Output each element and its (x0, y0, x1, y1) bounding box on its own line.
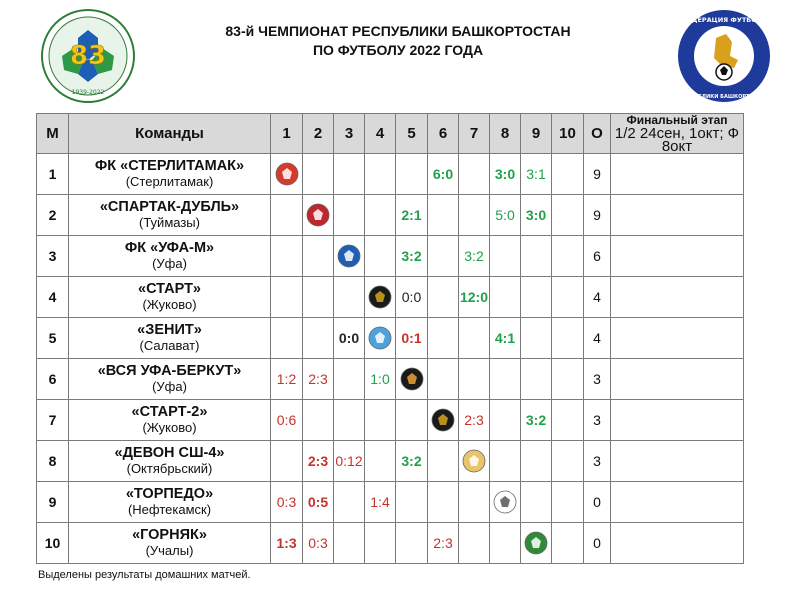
score-cell: 0:3 (303, 523, 334, 564)
score-cell: 3:2 (521, 400, 552, 441)
team-city: (Туймазы) (139, 215, 200, 230)
team-name: «ДЕВОН СШ-4» (114, 445, 225, 461)
header-teams: Команды (69, 114, 271, 154)
team-cell (69, 277, 271, 318)
score-cell: 0:12 (334, 441, 365, 482)
score-cell: 2:3 (303, 359, 334, 400)
points-cell: 0 (584, 523, 611, 564)
score-cell: 1:4 (365, 482, 396, 523)
score-cell: 0:6 (271, 400, 303, 441)
score-cell (521, 482, 552, 523)
team-name: «ТОРПЕДО» (125, 486, 214, 502)
score-cell (334, 154, 365, 195)
score-cell: 5:0 (490, 195, 521, 236)
team-emblem-cell (365, 318, 396, 359)
score-cell: 2:3 (428, 523, 459, 564)
team-name: «СПАРТАК-ДУБЛЬ» (99, 199, 240, 215)
score-cell: 3:2 (459, 236, 490, 277)
final-stage-title: Финальный этап (626, 113, 728, 127)
team-cell (69, 318, 271, 359)
header-col-7: 7 (459, 114, 490, 154)
header-col-5: 5 (396, 114, 428, 154)
team-city: (Салават) (139, 338, 200, 353)
score-cell (334, 195, 365, 236)
team-emblem-cell (365, 277, 396, 318)
final-stage-cell (611, 441, 744, 482)
team-emblem-cell (521, 523, 552, 564)
page-header (0, 0, 796, 108)
team-emblem-cell (303, 195, 334, 236)
position-cell: 1 (37, 154, 69, 195)
score-cell: 3:2 (396, 236, 428, 277)
score-cell (459, 359, 490, 400)
team-emblem-icon (430, 407, 456, 433)
score-cell: 1:0 (365, 359, 396, 400)
score-cell (428, 359, 459, 400)
score-cell (521, 236, 552, 277)
header-pos: М (37, 114, 69, 154)
score-cell (396, 154, 428, 195)
position-cell: 9 (37, 482, 69, 523)
points-cell: 9 (584, 195, 611, 236)
team-name: «ГОРНЯК» (132, 527, 207, 543)
team-city: (Нефтекамск) (127, 502, 212, 517)
score-cell: 1:2 (271, 359, 303, 400)
score-cell (271, 236, 303, 277)
score-cell (521, 441, 552, 482)
team-emblem-cell (490, 482, 521, 523)
score-cell (552, 359, 584, 400)
score-cell (490, 359, 521, 400)
score-cell (490, 277, 521, 318)
team-name: «ВСЯ УФА-БЕРКУТ» (97, 363, 242, 379)
score-cell (459, 195, 490, 236)
points-cell: 4 (584, 277, 611, 318)
score-cell (365, 154, 396, 195)
table-row (37, 441, 744, 482)
team-emblem-icon (461, 448, 487, 474)
score-cell (303, 400, 334, 441)
table-header-row (37, 114, 744, 154)
score-cell (428, 318, 459, 359)
points-cell: 9 (584, 154, 611, 195)
table-row (37, 482, 744, 523)
position-cell: 5 (37, 318, 69, 359)
footnote: Выделены результаты домашних матчей. (38, 569, 251, 581)
score-cell (552, 195, 584, 236)
score-cell (365, 400, 396, 441)
championship-83-logo (40, 8, 136, 104)
score-cell: 3:0 (490, 154, 521, 195)
svg-text:83: 83 (69, 41, 107, 71)
score-cell: 4:1 (490, 318, 521, 359)
team-city: (Стерлитамак) (125, 174, 214, 189)
score-cell (459, 523, 490, 564)
header-col-4: 4 (365, 114, 396, 154)
position-cell: 7 (37, 400, 69, 441)
team-emblem-icon (336, 243, 362, 269)
score-cell (428, 277, 459, 318)
score-cell (365, 441, 396, 482)
header-final-stage (611, 114, 744, 154)
points-cell: 6 (584, 236, 611, 277)
score-cell (521, 359, 552, 400)
score-cell (552, 154, 584, 195)
table-row (37, 400, 744, 441)
score-cell (459, 154, 490, 195)
score-cell (365, 195, 396, 236)
final-stage-cell (611, 523, 744, 564)
team-city: (Уфа) (152, 379, 187, 394)
final-stage-cell (611, 400, 744, 441)
title-line-2: ПО ФУТБОЛУ 2022 ГОДА (312, 42, 484, 58)
score-cell: 2:3 (459, 400, 490, 441)
position-cell: 8 (37, 441, 69, 482)
team-emblem-icon (523, 530, 549, 556)
table-row (37, 277, 744, 318)
position-cell: 3 (37, 236, 69, 277)
team-cell (69, 359, 271, 400)
team-name: «ЗЕНИТ» (137, 322, 202, 338)
team-city: (Октябрьский) (126, 461, 213, 476)
team-emblem-icon (305, 202, 331, 228)
final-stage-cell (611, 318, 744, 359)
score-cell: 2:3 (303, 441, 334, 482)
final-stage-cell (611, 482, 744, 523)
table-row (37, 318, 744, 359)
score-cell (490, 236, 521, 277)
points-cell: 0 (584, 482, 611, 523)
score-cell (552, 277, 584, 318)
team-city: (Уфа) (152, 256, 187, 271)
svg-text:ФЕДЕРАЦИЯ ФУТБОЛА: ФЕДЕРАЦИЯ ФУТБОЛА (680, 16, 768, 24)
team-emblem-cell (271, 154, 303, 195)
header-col-3: 3 (334, 114, 365, 154)
header-col-8: 8 (490, 114, 521, 154)
score-cell: 0:5 (303, 482, 334, 523)
score-cell (490, 523, 521, 564)
score-cell (552, 400, 584, 441)
team-emblem-cell (459, 441, 490, 482)
final-stage-cell (611, 359, 744, 400)
team-emblem-icon (492, 489, 518, 515)
points-cell: 3 (584, 400, 611, 441)
standings-table (36, 113, 744, 564)
final-stage-cell (611, 154, 744, 195)
position-cell: 2 (37, 195, 69, 236)
team-emblem-cell (428, 400, 459, 441)
score-cell: 0:1 (396, 318, 428, 359)
score-cell (303, 277, 334, 318)
score-cell (552, 482, 584, 523)
header-col-2: 2 (303, 114, 334, 154)
score-cell (552, 523, 584, 564)
final-stage-dates: 1/2 24сен, 1окт; Ф 8окт (614, 125, 740, 155)
team-name: ФК «УФА-М» (124, 240, 215, 256)
score-cell (490, 400, 521, 441)
table-row (37, 359, 744, 400)
table-row (37, 154, 744, 195)
score-cell (552, 318, 584, 359)
position-cell: 6 (37, 359, 69, 400)
team-name: «СТАРТ» (138, 281, 201, 297)
team-city: (Жуково) (142, 297, 197, 312)
score-cell (365, 236, 396, 277)
team-emblem-icon (367, 325, 393, 351)
table-row (37, 236, 744, 277)
final-stage-cell (611, 195, 744, 236)
points-cell: 3 (584, 359, 611, 400)
score-cell (521, 277, 552, 318)
score-cell: 6:0 (428, 154, 459, 195)
points-cell: 3 (584, 441, 611, 482)
position-cell: 4 (37, 277, 69, 318)
score-cell (396, 400, 428, 441)
title-line-1: 83-й ЧЕМПИОНАТ РЕСПУБЛИКИ БАШКОРТОСТАН (225, 23, 571, 39)
team-city: (Жуково) (142, 420, 197, 435)
team-cell (69, 154, 271, 195)
score-cell (271, 195, 303, 236)
table-row (37, 195, 744, 236)
score-cell (303, 236, 334, 277)
score-cell: 12:0 (459, 277, 490, 318)
score-cell (334, 277, 365, 318)
svg-text:1939-2022: 1939-2022 (71, 89, 105, 96)
final-stage-cell (611, 277, 744, 318)
score-cell (271, 277, 303, 318)
score-cell (365, 523, 396, 564)
header-col-6: 6 (428, 114, 459, 154)
team-name: «СТАРТ-2» (131, 404, 208, 420)
score-cell (303, 154, 334, 195)
score-cell (428, 441, 459, 482)
score-cell: 0:0 (396, 277, 428, 318)
score-cell (521, 318, 552, 359)
svg-text:РЕСПУБЛИКИ БАШКОРТОСТАН: РЕСПУБЛИКИ БАШКОРТОСТАН (679, 94, 769, 100)
team-emblem-icon (399, 366, 425, 392)
score-cell (334, 482, 365, 523)
score-cell (271, 441, 303, 482)
score-cell (396, 523, 428, 564)
score-cell: 0:3 (271, 482, 303, 523)
score-cell (490, 441, 521, 482)
team-emblem-cell (334, 236, 365, 277)
team-name: ФК «СТЕРЛИТАМАК» (94, 158, 245, 174)
score-cell: 3:2 (396, 441, 428, 482)
score-cell: 3:1 (521, 154, 552, 195)
page-title (190, 22, 606, 60)
score-cell: 2:1 (396, 195, 428, 236)
score-cell (459, 482, 490, 523)
table-row (37, 523, 744, 564)
team-emblem-icon (274, 161, 300, 187)
score-cell (552, 236, 584, 277)
score-cell (459, 318, 490, 359)
team-cell (69, 482, 271, 523)
score-cell (271, 318, 303, 359)
final-stage-cell (611, 236, 744, 277)
score-cell (552, 441, 584, 482)
team-cell (69, 441, 271, 482)
score-cell (428, 195, 459, 236)
header-col-9: 9 (521, 114, 552, 154)
score-cell (303, 318, 334, 359)
score-cell (334, 523, 365, 564)
score-cell: 1:3 (271, 523, 303, 564)
header-points: О (584, 114, 611, 154)
team-city: (Учалы) (145, 543, 194, 558)
score-cell (428, 482, 459, 523)
header-col-10: 10 (552, 114, 584, 154)
position-cell: 10 (37, 523, 69, 564)
score-cell: 3:0 (521, 195, 552, 236)
score-cell: 0:0 (334, 318, 365, 359)
header-col-1: 1 (271, 114, 303, 154)
team-emblem-icon (367, 284, 393, 310)
score-cell (334, 400, 365, 441)
score-cell (428, 236, 459, 277)
score-cell (334, 359, 365, 400)
federation-logo (676, 8, 772, 104)
score-cell (396, 482, 428, 523)
points-cell: 4 (584, 318, 611, 359)
team-cell (69, 195, 271, 236)
team-cell (69, 523, 271, 564)
team-cell (69, 236, 271, 277)
team-cell (69, 400, 271, 441)
team-emblem-cell (396, 359, 428, 400)
